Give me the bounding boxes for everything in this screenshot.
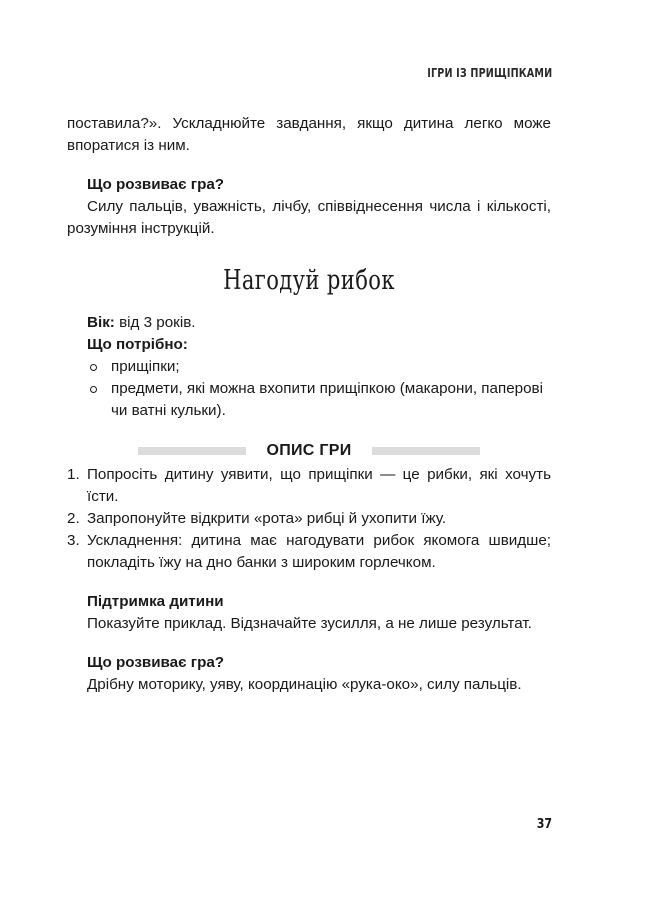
support-text: Показуйте приклад. Відзначайте зусилля, а не лише результат. xyxy=(87,615,532,632)
running-head: ІГРИ ІЗ ПРИЩІПКАМИ xyxy=(426,66,552,80)
game-develops-heading: Що розвиває гра? xyxy=(87,654,225,671)
age-value: від 3 років. xyxy=(119,314,196,331)
heading-bar-right xyxy=(372,447,480,455)
material-item: предмети, які можна вхопити прищіпкою (макарони, паперові чи ватні кульки). xyxy=(111,378,551,422)
step-number: 3. xyxy=(67,532,80,549)
step-number: 1. xyxy=(67,466,80,483)
step-text: Запропонуйте відкрити «рота» рибці й ухопити їжу. xyxy=(87,510,447,527)
description-heading: ОПИС ГРИ xyxy=(266,442,352,459)
needed-label: Що потрібно: xyxy=(87,336,188,353)
intro-paragraph: поставила?». Ускладнюйте завдання, якщо дитина легко може впоратися із ним. xyxy=(67,115,551,154)
description-heading-row xyxy=(67,440,551,462)
page-number: 37 xyxy=(536,817,552,832)
step-item xyxy=(67,530,551,574)
age-label: Вік: xyxy=(87,314,115,331)
steps-list xyxy=(67,464,551,574)
step-text: Ускладнення: дитина має нагодувати рибок якомога швидше; покладіть їжу на дно банки з широким горлечком. xyxy=(87,532,551,571)
step-number: 2. xyxy=(67,510,80,527)
material-item: прищіпки; xyxy=(111,356,551,378)
heading-bar-left xyxy=(138,447,246,455)
needed-line xyxy=(67,334,551,356)
step-item xyxy=(67,464,551,508)
intro-develops-text: Силу пальців, уважність, лічбу, співвіднесення числа і кількості, розуміння інструкцій. xyxy=(67,198,551,237)
intro-develops-heading: Що розвиває гра? xyxy=(87,176,225,193)
step-text: Попросіть дитину уявити, що прищіпки — це рибки, які хочуть їсти. xyxy=(87,466,551,505)
age-line xyxy=(67,312,551,334)
page-content xyxy=(67,113,551,696)
game-develops-text: Дрібну моторику, уяву, координацію «рука-око», силу пальців. xyxy=(87,676,522,693)
materials-list xyxy=(67,356,551,422)
step-item xyxy=(67,508,551,530)
game-title: Нагодуй рибок xyxy=(223,265,395,296)
support-heading: Підтримка дитини xyxy=(87,593,224,610)
